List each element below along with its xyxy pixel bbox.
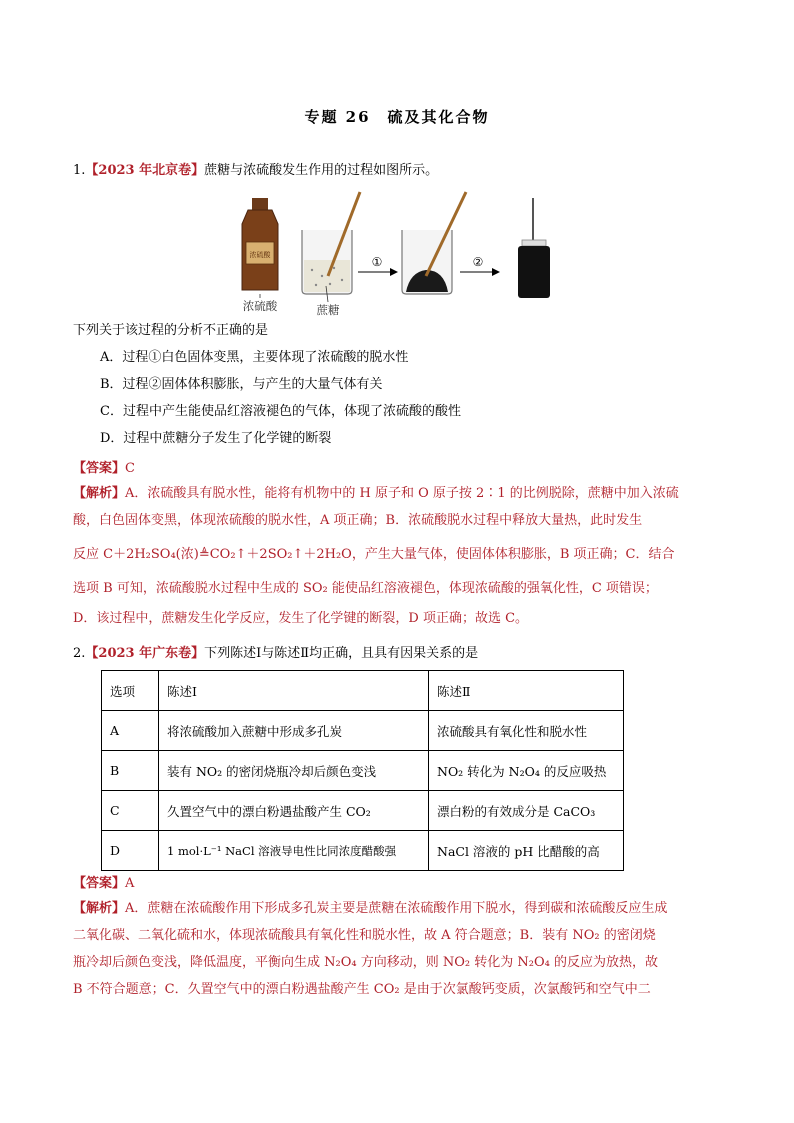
q2-answer xyxy=(73,872,134,891)
sugar-label: 蔗糖 xyxy=(316,303,340,317)
table-cell: 浓硫酸具有氧化性和脱水性 xyxy=(429,711,624,751)
q1-answer-value: C xyxy=(125,461,135,476)
q1-stem: 蔗糖与浓硫酸发生作用的过程如图所示。 xyxy=(204,163,439,178)
q1-option-b: B．过程②固体体积膨胀，与产生的大量气体有关 xyxy=(100,377,383,392)
q1-exp-line: 选项 B 可知，浓硫酸脱水过程中生成的 SO₂ 能使品红溶液褪色，体现浓硫酸的强氧化性，C 项错误； xyxy=(73,581,658,596)
q1-answer-label: 【答案】 xyxy=(73,461,126,476)
q2-source: 【2023 年广东卷】 xyxy=(85,646,205,661)
table-cell: NaCl 溶液的 pH 比醋酸的高 xyxy=(429,831,624,871)
table-cell: B xyxy=(102,751,159,791)
q1-answer xyxy=(73,457,135,476)
q2-answer-value: A xyxy=(125,876,135,891)
q1-option-a: A．过程①白色固体变黑，主要体现了浓硫酸的脱水性 xyxy=(100,350,409,365)
acid-bottle-icon xyxy=(242,198,278,290)
page-title: 专题 26 硫及其化合物 xyxy=(304,108,490,126)
table-cell: D xyxy=(102,831,159,871)
q2-explanation xyxy=(73,900,723,1008)
sugar-beaker-icon xyxy=(302,192,360,294)
step-1-label: ① xyxy=(371,255,383,269)
q2-answer-label: 【答案】 xyxy=(73,876,126,891)
table-cell: 将浓硫酸加入蔗糖中形成多孔炭 xyxy=(159,711,429,751)
bottle-tag: 浓硫酸 xyxy=(249,251,271,259)
q1-exp-line: 酸，白色固体变黑，体现浓硫酸的脱水性，A 项正确；B．浓硫酸脱水过程中释放大量热，此时发生 xyxy=(73,513,643,528)
q1-exp-line: 反应 C＋2H₂SO₄(浓)≜CO₂↑＋2SO₂↑＋2H₂O，产生大量气体，使固体体积膨胀，B 项正确；C．结合 xyxy=(73,547,675,562)
table-cell: A xyxy=(102,711,159,751)
q2-stem: 下列陈述Ⅰ与陈述Ⅱ均正确，且具有因果关系的是 xyxy=(204,646,479,661)
q2-number: 2. xyxy=(73,646,86,661)
q1-option-c: C．过程中产生能使品红溶液褪色的气体，体现了浓硫酸的酸性 xyxy=(100,404,461,419)
table-header-cell: 陈述Ⅱ xyxy=(429,671,624,711)
table-row xyxy=(102,831,624,871)
step-2-label: ② xyxy=(472,255,484,269)
q2-exp-line: 二氧化碳、二氧化硫和水，体现浓硫酸具有氧化性和脱水性，故 A 符合题意；B．装有 NO₂ 的密闭烧 xyxy=(73,928,656,943)
q1-exp-line: A．浓硫酸具有脱水性，能将有机物中的 H 原子和 O 原子按 2∶1 的比例脱除，蔗糖中加入浓硫 xyxy=(125,486,679,501)
table-header-cell: 选项 xyxy=(102,671,159,711)
q2-explanation-label: 【解析】 xyxy=(73,901,126,916)
carbon-beaker-icon xyxy=(402,192,466,294)
q2-header xyxy=(73,645,478,663)
table-cell: 1 mol·L⁻¹ NaCl 溶液导电性比同浓度醋酸强 xyxy=(159,831,429,871)
table-cell: NO₂ 转化为 N₂O₄ 的反应吸热 xyxy=(429,751,624,791)
q1-explanation xyxy=(73,485,723,637)
experiment-figure xyxy=(230,190,560,320)
bottle-label: 浓硫酸 xyxy=(242,299,278,313)
step-2-arrow-icon xyxy=(460,255,500,276)
table-row xyxy=(102,711,624,751)
q2-exp-line: B 不符合题意；C．久置空气中的漂白粉遇盐酸产生 CO₂ 是由于次氯酸钙变质，次氯酸钙和空气中二 xyxy=(73,982,651,997)
expanded-carbon-icon xyxy=(518,198,550,298)
table-cell: 装有 NO₂ 的密闭烧瓶冷却后颜色变浅 xyxy=(159,751,429,791)
q2-table xyxy=(101,670,624,871)
table-cell: C xyxy=(102,791,159,831)
q1-explanation-label: 【解析】 xyxy=(73,486,126,501)
q1-header xyxy=(73,162,438,180)
table-row xyxy=(102,751,624,791)
q1-exp-line: D．该过程中，蔗糖发生化学反应，发生了化学键的断裂，D 项正确；故选 C。 xyxy=(73,611,529,626)
step-1-arrow-icon xyxy=(358,255,398,276)
q1-option-d: D．过程中蔗糖分子发生了化学键的断裂 xyxy=(100,431,332,446)
table-row xyxy=(102,791,624,831)
q2-exp-line: 瓶冷却后颜色变浅，降低温度，平衡向生成 N₂O₄ 方向移动，则 NO₂ 转化为 N₂O₄ 的反应为放热，故 xyxy=(73,955,658,970)
q2-exp-line: A．蔗糖在浓硫酸作用下形成多孔炭主要是蔗糖在浓硫酸作用下脱水，得到碳和浓硫酸反应生成 xyxy=(125,901,668,916)
q1-source: 【2023 年北京卷】 xyxy=(85,163,205,178)
table-header-row xyxy=(102,671,624,711)
q1-number: 1. xyxy=(73,163,86,178)
table-header-cell: 陈述Ⅰ xyxy=(159,671,429,711)
q1-question: 下列关于该过程的分析不正确的是 xyxy=(73,323,269,338)
table-cell: 久置空气中的漂白粉遇盐酸产生 CO₂ xyxy=(159,791,429,831)
table-cell: 漂白粉的有效成分是 CaCO₃ xyxy=(429,791,624,831)
